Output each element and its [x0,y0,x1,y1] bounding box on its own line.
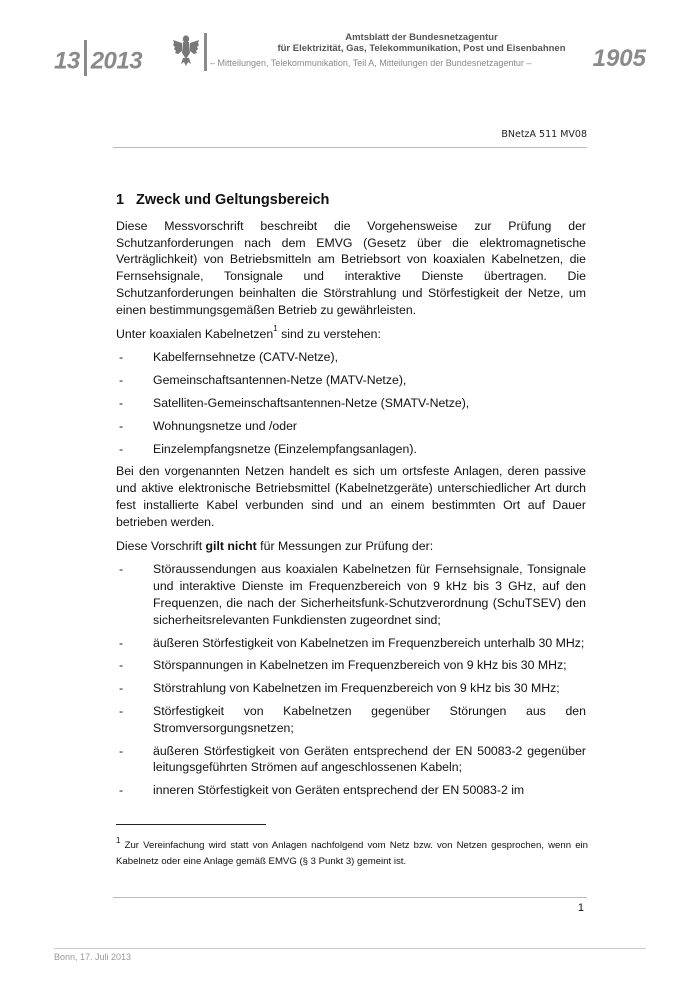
exclusions-list [116,561,586,799]
list-item: - Störfestigkeit von Kabelnetzen gegenüber Störungen aus den Stromversorgungsnetzen; [116,703,586,737]
reference-divider [113,147,587,148]
definition-suffix: sind zu verstehen: [277,326,381,341]
list-item: - Störaussendungen aus koaxialen Kabelnetzen für Fernsehsignale, Tonsignale und interaktive Dienste im Frequenzbereich von 9 kHz bis 3 GHz, auf den Frequenzen, die nach der Sicherheitsfunk-Schutzverordnung (SchuTSEV) den sicherheitsrelevanten Funkdiensten zugeordnet sind; [116,561,586,628]
section-heading [116,192,586,209]
footer-divider [54,948,646,949]
footnote-text: Zur Vereinfachung wird statt von Anlagen nachfolgend vom Netz bzw. von Netzen gesprochen, wenn ein Kabelnetz oder eine Anlage gemäß EMVG (§ 3 Punkt 3) gemeint ist. [116,840,588,867]
list-item: - Satelliten-Gemeinschaftsantennen-Netze (SMATV-Netze), [116,395,586,412]
paragraph-definition [116,326,586,343]
list-item: - äußeren Störfestigkeit von Geräten entsprechend der EN 50083-2 gegenüber leitungsgeführten Strömen auf angeschlossenen Kabeln; [116,743,586,777]
footnote-number: 1 [116,835,121,845]
section-title: Zweck und Geltungsbereich [136,192,330,208]
publisher-title [204,32,639,54]
place-date: Bonn, 17. Juli 2013 [54,952,132,962]
network-types-list [116,349,586,457]
footnote [116,835,588,869]
definition-text: Unter koaxialen Kabelnetzen [116,326,274,341]
publisher-line-2: für Elektrizität, Gas, Telekommunikation, Post und Eisenbahnen [277,43,566,54]
document-reference: BNetzA 511 MV08 [501,129,587,140]
issue-info [54,44,142,80]
list-item: - Störspannungen in Kabelnetzen im Frequenzbereich von 9 kHz bis 30 MHz; [116,657,586,674]
section-number: 1 [116,192,125,208]
exclusion-suffix: für Messungen zur Prüfung der: [256,538,434,553]
exclusion-prefix: Diese Vorschrift [116,538,206,553]
list-item: - Kabelfernsehnetze (CATV-Netze), [116,349,586,366]
document-body [116,192,586,805]
page-divider [113,897,587,898]
issue-year: 2013 [90,47,143,75]
publication-subtitle: – Mitteilungen, Telekommunikation, Teil A, Mitteilungen der Bundesnetzagentur – [210,58,532,68]
list-item: - inneren Störfestigkeit von Geräten entsprechend der EN 50083-2 im [116,782,586,799]
paragraph-exclusions [116,538,586,555]
issue-number: 13 [54,47,80,75]
footnote-reference: 1 [273,324,278,334]
paragraph-networks: Bei den vorgenannten Netzen handelt es sich um ortsfeste Anlagen, deren passive und aktive elektronische Betriebsmittel (Kabelnetzgeräte) unterschiedlicher Art durch fest installierte Kabel verbunden sind und an einem bestimmten Ort auf Dauer betrieben werden. [116,464,586,529]
footnote-divider [116,824,266,825]
list-item: - Einzelempfangsnetze (Einzelempfangsanlagen). [116,441,586,458]
paragraph-purpose: Diese Messvorschrift beschreibt die Vorgehensweise zur Prüfung der Schutzanforderungen nach dem EMVG (Gesetz über die elektromagnetische Verträglichkeit) von Betriebsmitteln am Betriebsort von koaxialen Kabelnetzen, die Fernsehsignale, Tonsignale und interaktive Dienste übertragen. Die Schutzanforderungen beinhalten die Störstrahlung und Störfestigkeit der Netze, um einen bestimmungsgemäßen Betrieb zu gewährleisten. [116,218,586,317]
list-item: - äußeren Störfestigkeit von Kabelnetzen im Frequenzbereich unterhalb 30 MHz; [116,635,586,652]
issue-divider [84,40,87,76]
list-item: - Störstrahlung von Kabelnetzen im Frequenzbereich von 9 kHz bis 30 MHz; [116,680,586,697]
list-item: - Gemeinschaftsantennen-Netze (MATV-Netze), [116,372,586,389]
publisher-line-1: Amtsblatt der Bundesnetzagentur [345,32,498,43]
federal-eagle-icon [172,33,200,67]
gazette-page-number: 1905 [592,45,646,72]
document-page-number: 1 [577,902,584,914]
exclusion-emphasis: gilt nicht [205,538,257,553]
list-item: - Wohnungsnetze und /oder [116,418,586,435]
